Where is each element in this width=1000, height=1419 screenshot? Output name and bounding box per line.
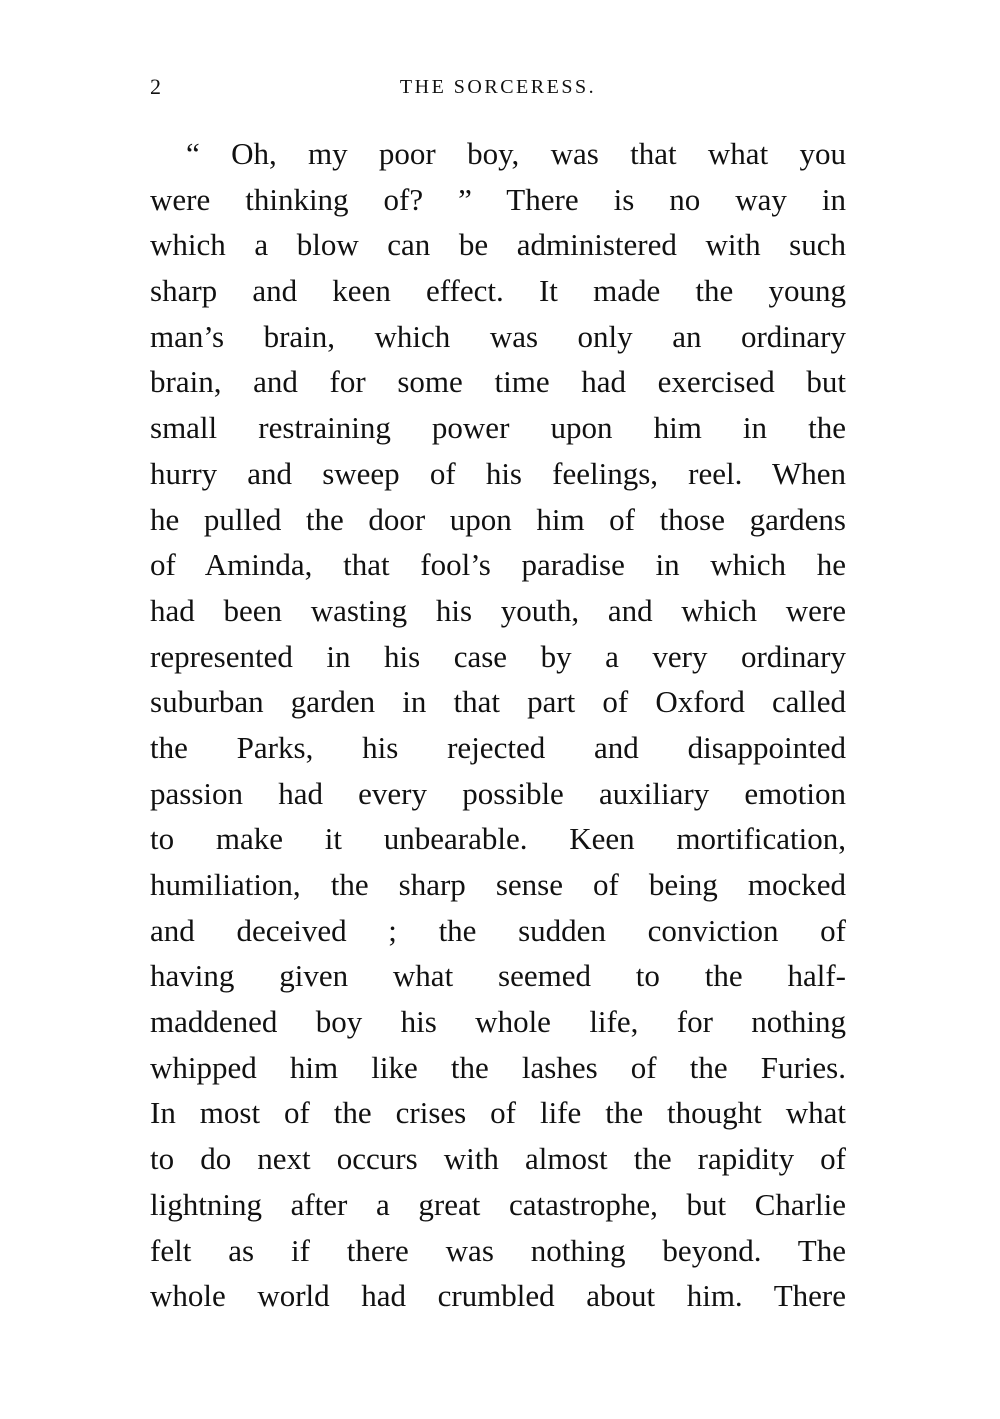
text-line: passion had every possible auxiliary emotion (150, 775, 846, 811)
running-title: THE SORCERESS. (399, 76, 597, 98)
text-line: maddened boy his whole life, for nothing (150, 1004, 846, 1040)
text-line: represented in his case by a very ordinary (150, 638, 846, 674)
text-line: were thinking of? ” There is no way in (150, 181, 846, 217)
text-line: and deceived ; the sudden conviction of (150, 912, 846, 948)
text-line: whole world had crumbled about him. There (150, 1278, 846, 1314)
text-line: man’s brain, which was only an ordinary (150, 318, 846, 354)
text-line: lightning after a great catastrophe, but Charlie (150, 1186, 846, 1222)
body-text (150, 131, 846, 1319)
text-line: to do next occurs with almost the rapidity of (150, 1141, 846, 1177)
text-line: small restraining power upon him in the (150, 410, 846, 446)
text-line: suburban garden in that part of Oxford called (150, 684, 846, 720)
text-line: felt as if there was nothing beyond. The (150, 1232, 846, 1268)
text-line: “ Oh, my poor boy, was that what you (186, 136, 846, 171)
page-number: 2 (150, 74, 161, 99)
text-line: of Aminda, that fool’s paradise in which he (150, 547, 846, 583)
text-line: he pulled the door upon him of those gardens (150, 501, 846, 537)
text-line: sharp and keen effect. It made the young (150, 273, 846, 309)
text-line: humiliation, the sharp sense of being mocked (150, 867, 846, 902)
text-line: hurry and sweep of his feelings, reel. When (150, 455, 846, 491)
text-line: which a blow can be administered with such (150, 227, 846, 263)
text-line: having given what seemed to the half- (150, 958, 846, 994)
text-line: to make it unbearable. Keen mortification, (150, 821, 846, 857)
running-head (150, 72, 846, 102)
text-line: whipped him like the lashes of the Furies. (150, 1049, 846, 1085)
text-line: the Parks, his rejected and disappointed (150, 729, 846, 765)
text-line: had been wasting his youth, and which were (150, 592, 846, 628)
text-line: brain, and for some time had exercised but (150, 364, 846, 400)
text-line: In most of the crises of life the thought what (150, 1095, 846, 1131)
